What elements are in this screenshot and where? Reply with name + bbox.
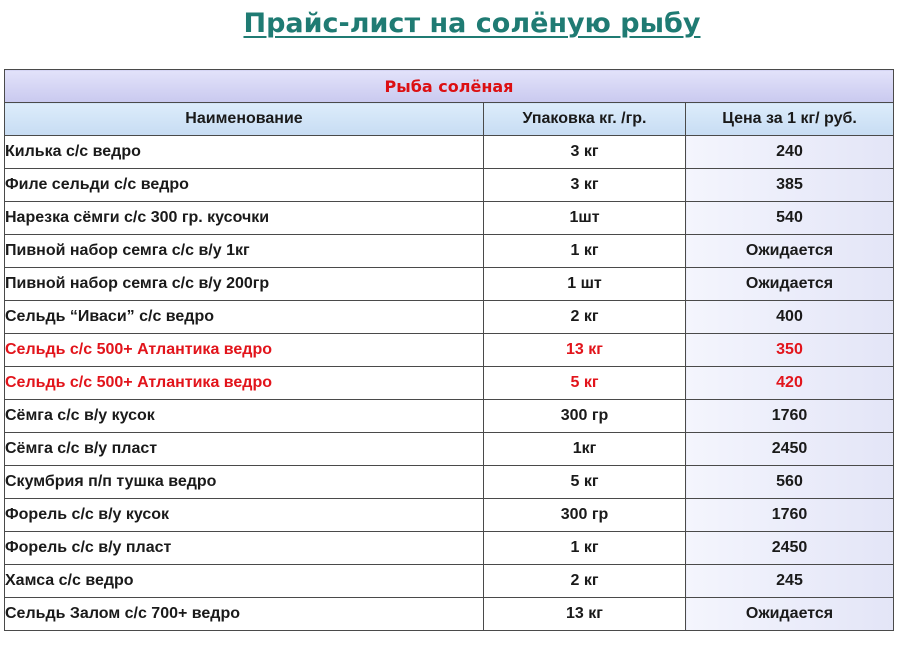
- package-cell: 3 кг: [484, 136, 686, 169]
- section-title: Рыба солёная: [5, 70, 894, 103]
- table-row: [5, 466, 894, 499]
- package-cell: 300 гр: [484, 499, 686, 532]
- table-row: [5, 598, 894, 631]
- table-row: [5, 565, 894, 598]
- page-title: Прайс-лист на солёную рыбу: [243, 8, 701, 39]
- table-row: [5, 532, 894, 565]
- package-cell: 3 кг: [484, 169, 686, 202]
- price-cell: 2450: [686, 433, 894, 466]
- price-cell: Ожидается: [686, 268, 894, 301]
- product-name-cell: Форель с/с в/у пласт: [5, 532, 484, 565]
- product-name-cell: Пивной набор семга с/с в/у 1кг: [5, 235, 484, 268]
- price-cell: 2450: [686, 532, 894, 565]
- product-name-cell: Сёмга с/с в/у пласт: [5, 433, 484, 466]
- product-name-cell: Сельдь с/с 500+ Атлантика ведро: [5, 367, 484, 400]
- table-row: [5, 499, 894, 532]
- price-cell: 245: [686, 565, 894, 598]
- package-cell: 13 кг: [484, 598, 686, 631]
- price-cell: 400: [686, 301, 894, 334]
- package-cell: 1кг: [484, 433, 686, 466]
- product-name-cell: Нарезка сёмги с/с 300 гр. кусочки: [5, 202, 484, 235]
- table-row: [5, 301, 894, 334]
- product-name-cell: Филе сельди с/с ведро: [5, 169, 484, 202]
- package-cell: 1шт: [484, 202, 686, 235]
- product-name-cell: Форель с/с в/у кусок: [5, 499, 484, 532]
- package-cell: 300 гр: [484, 400, 686, 433]
- package-cell: 1 кг: [484, 532, 686, 565]
- product-name-cell: Скумбрия п/п тушка ведро: [5, 466, 484, 499]
- table-row: [5, 169, 894, 202]
- price-cell: 240: [686, 136, 894, 169]
- price-cell: 560: [686, 466, 894, 499]
- product-name-cell: Килька с/с ведро: [5, 136, 484, 169]
- table-row: [5, 235, 894, 268]
- package-cell: 1 кг: [484, 235, 686, 268]
- product-name-cell: Сёмга с/с в/у кусок: [5, 400, 484, 433]
- price-cell: 1760: [686, 499, 894, 532]
- package-cell: 5 кг: [484, 466, 686, 499]
- price-cell: Ожидается: [686, 598, 894, 631]
- column-header-price: Цена за 1 кг/ руб.: [686, 103, 894, 136]
- price-table: [4, 69, 894, 631]
- product-name-cell: Сельдь Залом с/с 700+ ведро: [5, 598, 484, 631]
- table-row: [5, 268, 894, 301]
- package-cell: 13 кг: [484, 334, 686, 367]
- table-row: [5, 136, 894, 169]
- column-header-name: Наименование: [5, 103, 484, 136]
- table-row: [5, 202, 894, 235]
- table-row: [5, 334, 894, 367]
- price-cell: Ожидается: [686, 235, 894, 268]
- package-cell: 5 кг: [484, 367, 686, 400]
- table-row: [5, 400, 894, 433]
- package-cell: 1 шт: [484, 268, 686, 301]
- table-row: [5, 367, 894, 400]
- product-name-cell: Сельдь с/с 500+ Атлантика ведро: [5, 334, 484, 367]
- price-cell: 540: [686, 202, 894, 235]
- price-cell: 1760: [686, 400, 894, 433]
- table-row: [5, 433, 894, 466]
- package-cell: 2 кг: [484, 565, 686, 598]
- price-cell: 350: [686, 334, 894, 367]
- column-header-pack: Упаковка кг. /гр.: [484, 103, 686, 136]
- product-name-cell: Сельдь “Иваси” с/с ведро: [5, 301, 484, 334]
- package-cell: 2 кг: [484, 301, 686, 334]
- product-name-cell: Пивной набор семга с/с в/у 200гр: [5, 268, 484, 301]
- price-cell: 420: [686, 367, 894, 400]
- product-name-cell: Хамса с/с ведро: [5, 565, 484, 598]
- section-header-row: [5, 70, 894, 103]
- price-cell: 385: [686, 169, 894, 202]
- column-header-row: [5, 103, 894, 136]
